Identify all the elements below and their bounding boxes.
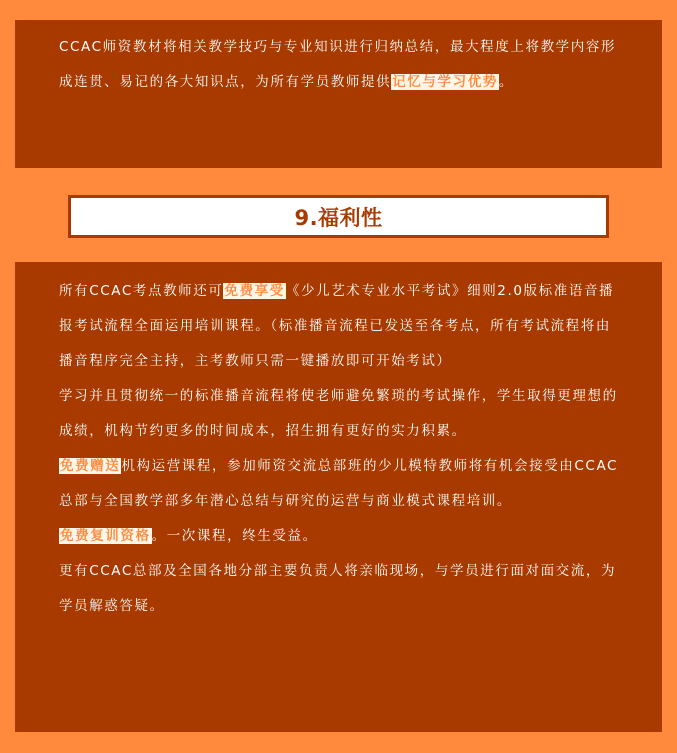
intro-paragraph [59, 30, 622, 100]
benefit-2-text: 学习并且贯彻统一的标准播音流程将使老师避免繁琐的考试操作，学生取得更理想的成绩，机构节约更多的时间成本，招生拥有更好的实力积累。 [59, 388, 618, 439]
benefits-card [15, 262, 662, 732]
section-title-box [68, 195, 609, 238]
benefit-paragraph-2 [59, 379, 622, 449]
intro-text: CCAC师资教材将相关教学技巧与专业知识进行归纳总结，最大程度上将教学内容形成连贯、易记的各大知识点，为所有学员教师提供 [59, 39, 617, 90]
benefit-paragraph-4 [59, 519, 622, 554]
benefit-paragraph-1 [59, 274, 622, 379]
intro-highlight: 记忆与学习优势 [392, 74, 498, 90]
benefit-3-highlight: 免费赠送 [60, 458, 121, 474]
section-title: 9.福利性 [294, 205, 383, 230]
benefit-5-text: 更有CCAC总部及全国各地分部主要负责人将亲临现场，与学员进行面对面交流，为学员解惑答疑。 [59, 563, 617, 614]
intro-end: 。 [498, 74, 515, 90]
benefit-paragraph-5 [59, 554, 622, 624]
benefit-1-after: 《少儿艺术专业水平考试》细则2.0版标准语音播报考试流程全面运用培训课程。（标准播音流程已发送至各考点，所有考试流程将由播音程序完全主持，主考教师只需一键播放即可开始考试） [59, 283, 615, 369]
benefit-3-after: 机构运营课程，参加师资交流总部班的少儿模特教师将有机会接受由CCAC总部与全国教学部多年潜心总结与研究的运营与商业模式课程培训。 [59, 458, 619, 509]
benefit-1-before: 所有CCAC考点教师还可 [59, 283, 224, 299]
benefit-4-highlight: 免费复训资格 [60, 528, 151, 544]
benefit-1-highlight: 免费享受 [224, 283, 285, 299]
intro-card [15, 20, 662, 168]
benefit-paragraph-3 [59, 449, 622, 519]
benefit-4-after: 。一次课程，终生受益。 [151, 528, 318, 544]
